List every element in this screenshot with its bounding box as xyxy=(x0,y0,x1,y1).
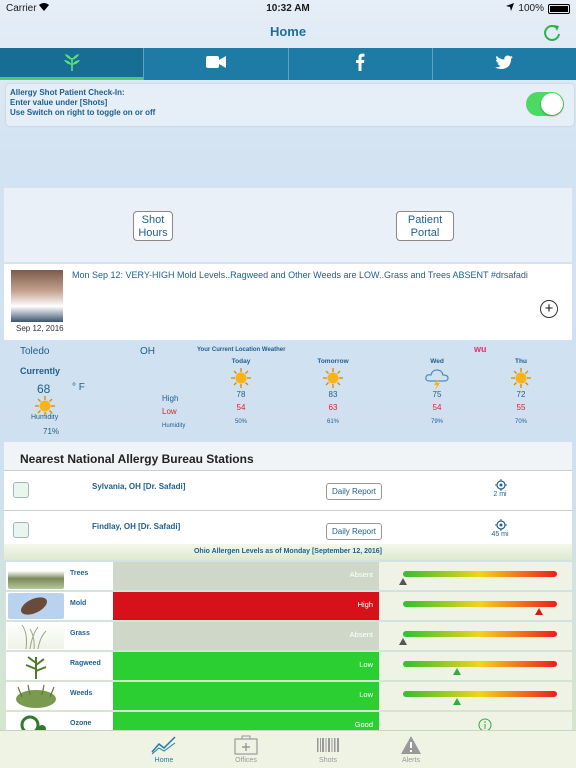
weather-panel xyxy=(0,342,576,440)
allergen-level-bar xyxy=(113,622,379,650)
bottom-tab-shots[interactable] xyxy=(298,733,358,764)
allergen-levels-title: Ohio Allergen Levels as of Monday [September 12, 2016] xyxy=(4,544,572,560)
top-tab-strip xyxy=(0,48,576,80)
allergen-row-ragweed[interactable] xyxy=(6,652,572,680)
weather-provider-logo: wu xyxy=(474,344,487,354)
allergen-gauge xyxy=(379,682,572,710)
allergen-level: Low xyxy=(359,660,373,669)
shot-hours-label-line1: Shot xyxy=(141,214,165,226)
allergen-name: Trees xyxy=(70,570,89,577)
bottom-tab-label: Shots xyxy=(319,757,337,764)
bottom-tab-label: Home xyxy=(154,757,174,764)
sun-icon xyxy=(308,368,358,390)
allergen-row-mold[interactable] xyxy=(6,592,572,620)
chart-line-icon xyxy=(134,733,194,757)
station-row[interactable] xyxy=(4,470,572,510)
high-row-label: High xyxy=(162,394,179,403)
forecast-low: 63 xyxy=(328,403,338,412)
gauge-marker xyxy=(453,668,461,675)
forecast-wed xyxy=(412,358,462,425)
tree-icon xyxy=(8,563,64,589)
video-camera-icon xyxy=(206,55,226,74)
leaf-icon xyxy=(63,52,81,77)
allergen-level-bar xyxy=(113,592,379,620)
forecast-tomorrow xyxy=(308,358,358,425)
bottom-tab-label: Offices xyxy=(235,757,257,764)
status-bar xyxy=(0,0,576,18)
carrier-label: Carrier xyxy=(6,3,37,14)
checkin-instruction: Enter value under [Shots] xyxy=(10,98,108,107)
medical-kit-icon xyxy=(216,733,276,757)
weeds-icon xyxy=(8,683,64,709)
gauge-marker xyxy=(399,578,407,585)
stations-header: Nearest National Allergy Bureau Stations xyxy=(4,442,572,470)
forecast-high: 83 xyxy=(328,390,338,399)
forecast-high: 72 xyxy=(516,390,526,399)
currently-label: Currently xyxy=(20,366,61,376)
tab-video[interactable] xyxy=(144,48,288,80)
station-distance: 2 mi xyxy=(493,491,507,498)
forecast-humidity: 50% xyxy=(234,419,247,425)
forecast-high: 75 xyxy=(432,390,442,399)
forecast-high: 78 xyxy=(236,390,246,399)
barcode-icon xyxy=(298,733,358,757)
tab-allergy[interactable] xyxy=(0,48,144,80)
humidity-row-label: Humidity xyxy=(162,423,186,429)
sun-icon xyxy=(216,368,266,390)
tab-facebook[interactable] xyxy=(289,48,433,80)
station-logo xyxy=(13,482,29,498)
forecast-day: Wed xyxy=(430,358,444,365)
battery-icon xyxy=(548,4,570,14)
weather-city: Toledo xyxy=(20,346,50,357)
checkin-title: Allergy Shot Patient Check-In: xyxy=(10,88,125,97)
gauge-marker xyxy=(399,638,407,645)
allergen-row-weeds[interactable] xyxy=(6,682,572,710)
navigation-bar xyxy=(0,18,576,48)
bottom-tab-bar xyxy=(0,730,576,768)
forecast-low: 54 xyxy=(236,403,246,412)
battery-percent: 100% xyxy=(518,3,544,14)
allergen-name: Mold xyxy=(70,600,87,607)
allergen-level: Absent xyxy=(349,570,373,579)
forecast-low: 55 xyxy=(516,403,526,412)
station-distance: 45 mi xyxy=(491,531,509,538)
allergen-gauge xyxy=(379,562,572,590)
patient-portal-button[interactable] xyxy=(396,211,454,241)
allergy-stations-list xyxy=(4,442,572,544)
post-text: Mon Sep 12: VERY-HIGH Mold Levels..Ragweed and Other Weeds are LOW..Grass and Trees ABSENT #drsafadi xyxy=(72,270,528,280)
allergen-name: Weeds xyxy=(70,690,93,697)
clock: 10:32 AM xyxy=(266,3,310,14)
shot-hours-button[interactable] xyxy=(133,211,173,241)
quick-action-panel xyxy=(4,188,572,262)
allergen-level-bar xyxy=(113,652,379,680)
bottom-tab-alerts[interactable] xyxy=(381,733,441,764)
patient-portal-label-line2: Portal xyxy=(410,227,440,239)
checkin-toggle-hint: Use Switch on right to toggle on or off xyxy=(10,108,156,117)
allergen-level-bar xyxy=(113,712,379,730)
page-title: Home xyxy=(269,24,307,39)
current-humidity-label: Humidity xyxy=(31,414,59,421)
bottom-tab-home[interactable] xyxy=(134,733,194,764)
daily-report-button[interactable]: Daily Report xyxy=(326,483,382,500)
forecast-day: Today xyxy=(231,358,251,365)
gauge-marker xyxy=(453,698,461,705)
location-arrow-icon xyxy=(506,3,514,14)
allergen-gauge xyxy=(379,652,572,680)
weather-state: OH xyxy=(140,346,155,357)
allergen-level: High xyxy=(357,600,373,609)
facebook-icon xyxy=(355,53,365,76)
allergen-level: Good xyxy=(354,720,373,729)
checkin-toggle[interactable] xyxy=(526,92,564,116)
allergen-row-trees[interactable] xyxy=(6,562,572,590)
allergen-row-ozone[interactable] xyxy=(6,712,572,730)
checkin-panel xyxy=(6,84,574,126)
allergen-name: Ozone xyxy=(70,720,92,727)
tab-twitter[interactable] xyxy=(433,48,576,80)
allergen-row-grass[interactable] xyxy=(6,622,572,650)
allergen-gauge xyxy=(379,592,572,620)
allergen-level-bar xyxy=(113,562,379,590)
allergen-level-bar xyxy=(113,682,379,710)
gauge-marker xyxy=(535,608,543,615)
forecast-humidity: 70% xyxy=(514,419,527,425)
forecast-today xyxy=(216,358,266,425)
bottom-tab-offices[interactable] xyxy=(216,733,276,764)
patient-portal-label-line1: Patient xyxy=(407,214,443,226)
forecast-day: Tomorrow xyxy=(317,358,349,365)
allergen-level: Low xyxy=(359,690,373,699)
current-humidity: 71% xyxy=(43,427,60,436)
forecast-humidity: 61% xyxy=(326,419,339,425)
forecast-thu xyxy=(496,358,546,425)
expand-post-button[interactable]: + xyxy=(540,300,558,318)
ragweed-icon xyxy=(8,653,64,679)
mold-spore-icon xyxy=(8,593,64,619)
thunderstorm-icon xyxy=(412,368,462,390)
doctor-avatar xyxy=(11,270,63,322)
low-row-label: Low xyxy=(162,407,177,416)
shot-hours-label-line2: Hours xyxy=(138,227,168,239)
forecast-humidity: 79% xyxy=(430,419,443,425)
info-icon[interactable] xyxy=(478,718,492,730)
news-post xyxy=(4,264,572,340)
daily-report-button[interactable]: Daily Report xyxy=(326,523,382,540)
sun-icon xyxy=(496,368,546,390)
temperature-unit: ° F xyxy=(72,382,85,393)
allergen-gauge xyxy=(379,712,572,730)
warning-icon xyxy=(381,733,441,757)
twitter-icon xyxy=(495,55,513,74)
grass-icon xyxy=(8,623,64,649)
allergen-name: Ragweed xyxy=(70,660,101,667)
bottom-tab-label: Alerts xyxy=(402,757,420,764)
allergen-name: Grass xyxy=(70,630,90,637)
forecast-low: 54 xyxy=(432,403,442,412)
allergen-level: Absent xyxy=(349,630,373,639)
ozone-icon xyxy=(8,713,64,730)
station-name: Sylvania, OH [Dr. Safadi] xyxy=(92,482,186,491)
current-temperature: 68 xyxy=(37,382,51,396)
station-logo xyxy=(13,522,29,538)
station-name: Findlay, OH [Dr. Safadi] xyxy=(92,522,181,531)
allergen-gauge xyxy=(379,622,572,650)
post-date: Sep 12, 2016 xyxy=(16,324,64,333)
refresh-icon[interactable] xyxy=(542,23,562,43)
forecast-day: Thu xyxy=(515,358,527,365)
weather-location-label: Your Current Location Weather xyxy=(197,347,286,353)
